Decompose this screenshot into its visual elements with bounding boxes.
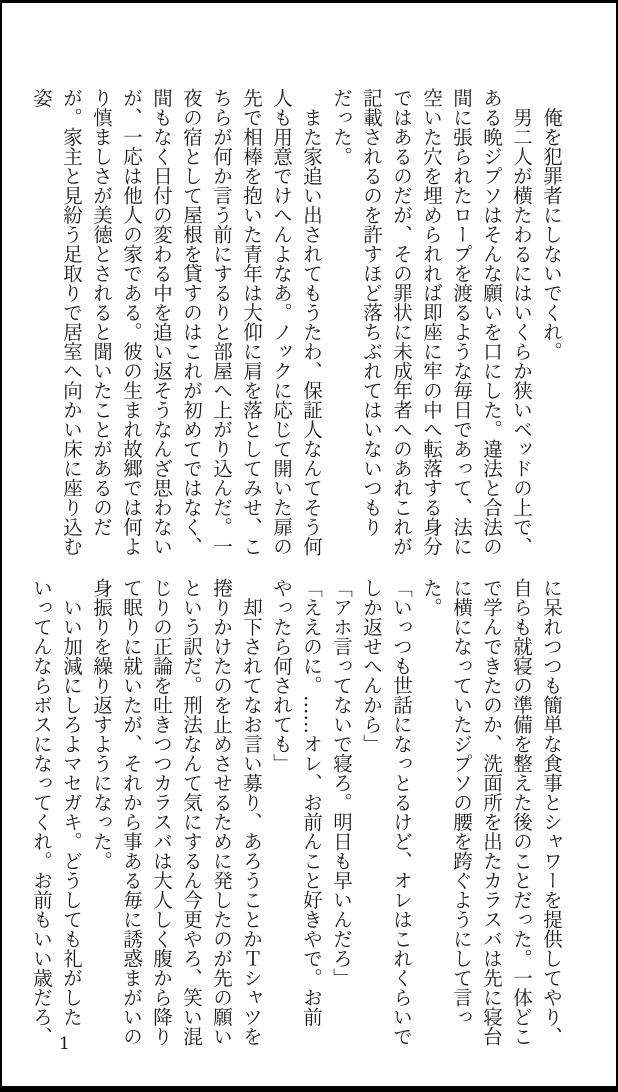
text-tier-lower — [30, 578, 566, 1049]
paragraph: に呆れつつも簡単な食事とシャワーを提供してやり、自らも就寝の準備を整えた後のことだった。一体どこで学んできたのか、洗面所を出たカラスバは先に寝台に横になっていたジプソの腰を跨ぐようにして言った。 — [420, 578, 563, 1046]
paragraph: 「アホ言ってないで寝ろ。明日も早いんだろ」 — [330, 578, 353, 988]
paragraph: 男二人が横たわるにはいくらか狭いベッドの上で、ある晩ジプソはそんな願いを口にした。違法と合法の間に張られたロープを渡るような毎日であって、法に空いた穴を埋められれば即座に牢の中へ転落する身分ではあるのだが、その罪状に未成年者へのあれこれが記載されるのを許すほど落ちぶれてはいないつもりだった。 — [330, 88, 533, 556]
paragraph: 「いっつも世話になっとるけど、オレはこれくらいでしか返せへんから」 — [360, 578, 413, 1046]
page-number: 1 — [59, 1034, 70, 1054]
paragraph: また家追い出されてもうたわ、保証人なんてそう何人も用意でけへんよなあ。ノックに応じて開いた扉の先で相棒を抱いた青年は大仰に肩を落としてみせ、こちらが何か言う前にするりと部屋へ上がり込んだ。一夜の宿として屋根を貸すのはこれが初めてではなく、間もなく日付の変わる中を追い返そうなんざ思わないが、一応は他人の家である。彼の生まれ故郷では何より慎ましさが美徳とされると聞いたことがあるのだが。家主と見紛う足取りで居室へ向かい床に座り込む姿 — [30, 88, 323, 556]
paragraph: いい加減にしろよマセガキ。どうしても礼がしたいってんならボスになってくれ。お前もいい歳だろ、 — [30, 578, 83, 1046]
text-tier-upper — [30, 88, 566, 559]
paragraph: 俺を犯罪者にしないでくれ。 — [540, 88, 563, 361]
paragraph: 「ええのに。……オレ、お前んこと好きやで。お前やったら何されても」 — [270, 578, 323, 1027]
paragraph: 却下されてなお言い募り、あろうことかＴシャツを捲りかけたのを止めさせるために発したのが先の願いという訳だ。刑法なんて気にするん今更やろ、笑い混じりの正論を吐きつつカラスバは大人しく腹から降りて眠りに就いたが、それから事ある毎に誘惑まがいの身振りを繰り返すようになった。 — [90, 578, 263, 1046]
